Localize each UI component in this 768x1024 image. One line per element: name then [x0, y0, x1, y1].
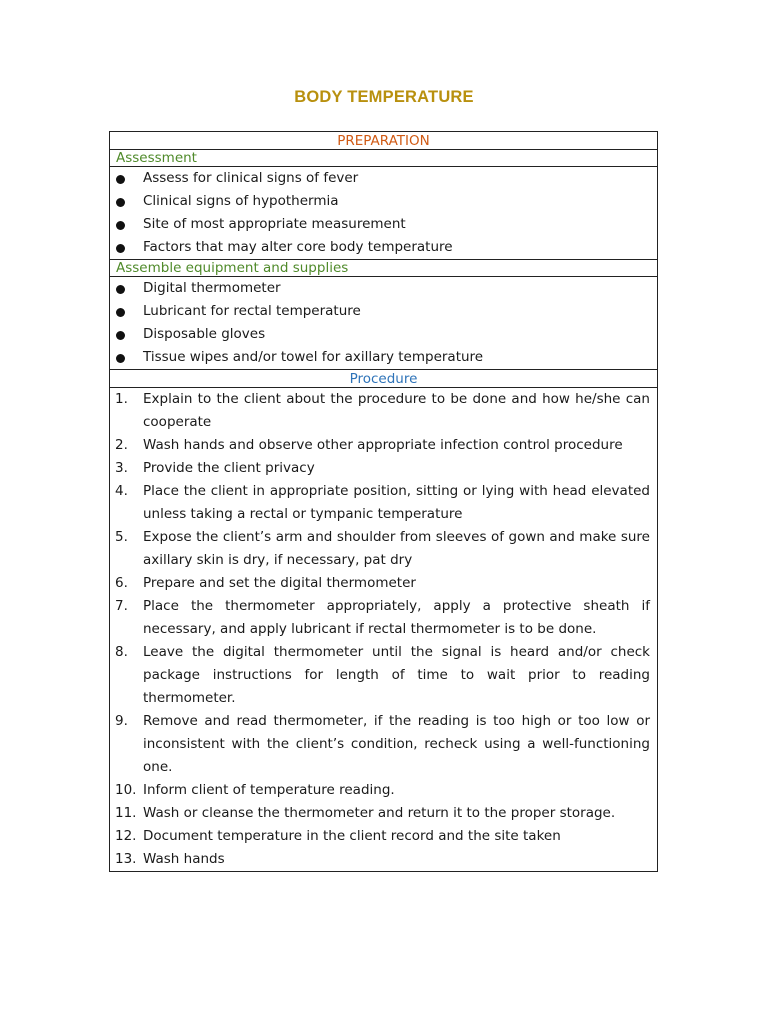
procedure-step: 6. Prepare and set the digital thermometer [115, 575, 416, 591]
procedure-step: 5. Expose the client’s arm and shoulder from sleeves of gown and make sure axillary skin is dry, if necessary, pat dry [115, 529, 650, 568]
list-item: Factors that may alter core body temperature [110, 236, 657, 259]
list-item: Lubricant for rectal temperature [110, 300, 657, 323]
bullet-icon [116, 354, 125, 363]
procedure-step: 1. Explain to the client about the procedure to be done and how he/she can cooperate [115, 391, 650, 430]
procedure-step: 4. Place the client in appropriate position, sitting or lying with head elevated unless taking a rectal or tympanic temperature [115, 483, 650, 522]
procedure-step: 2. Wash hands and observe other appropriate infection control procedure [115, 437, 623, 453]
equipment-list [110, 277, 657, 370]
procedure-step: 13. Wash hands [115, 851, 225, 867]
equipment-subheading: Assemble equipment and supplies [110, 260, 657, 277]
bullet-icon [116, 244, 125, 253]
procedure-step: 10. Inform client of temperature reading. [115, 782, 395, 798]
list-item: Digital thermometer [110, 277, 657, 300]
list-item: Site of most appropriate measurement [110, 213, 657, 236]
procedure-step: 11. Wash or cleanse the thermometer and return it to the proper storage. [115, 805, 616, 821]
list-item: Assess for clinical signs of fever [110, 167, 657, 190]
procedure-table [109, 131, 658, 872]
assessment-subheading: Assessment [110, 150, 657, 167]
bullet-icon [116, 175, 125, 184]
procedure-step: 9. Remove and read thermometer, if the reading is too high or too low or inconsistent with the client’s condition, recheck using a well-functioning one. [115, 713, 650, 775]
list-item: Tissue wipes and/or towel for axillary temperature [110, 346, 657, 369]
list-item: Clinical signs of hypothermia [110, 190, 657, 213]
bullet-icon [116, 285, 125, 294]
list-item: Disposable gloves [110, 323, 657, 346]
page-title: BODY TEMPERATURE [294, 88, 474, 106]
assessment-list [110, 167, 657, 260]
procedure-step: 7. Place the thermometer appropriately, apply a protective sheath if necessary, and apply lubricant if rectal thermometer is to be done. [115, 598, 650, 637]
procedure-step: 8. Leave the digital thermometer until the signal is heard and/or check package instructions for length of time to wait prior to reading thermometer. [115, 644, 650, 706]
procedure-heading: Procedure [110, 370, 657, 388]
bullet-icon [116, 198, 125, 207]
procedure-step: 12. Document temperature in the client record and the site taken [115, 828, 561, 844]
procedure-step: 3. Provide the client privacy [115, 460, 315, 476]
bullet-icon [116, 221, 125, 230]
bullet-icon [116, 308, 125, 317]
procedure-steps [110, 388, 657, 871]
preparation-heading: PREPARATION [110, 132, 657, 150]
bullet-icon [116, 331, 125, 340]
